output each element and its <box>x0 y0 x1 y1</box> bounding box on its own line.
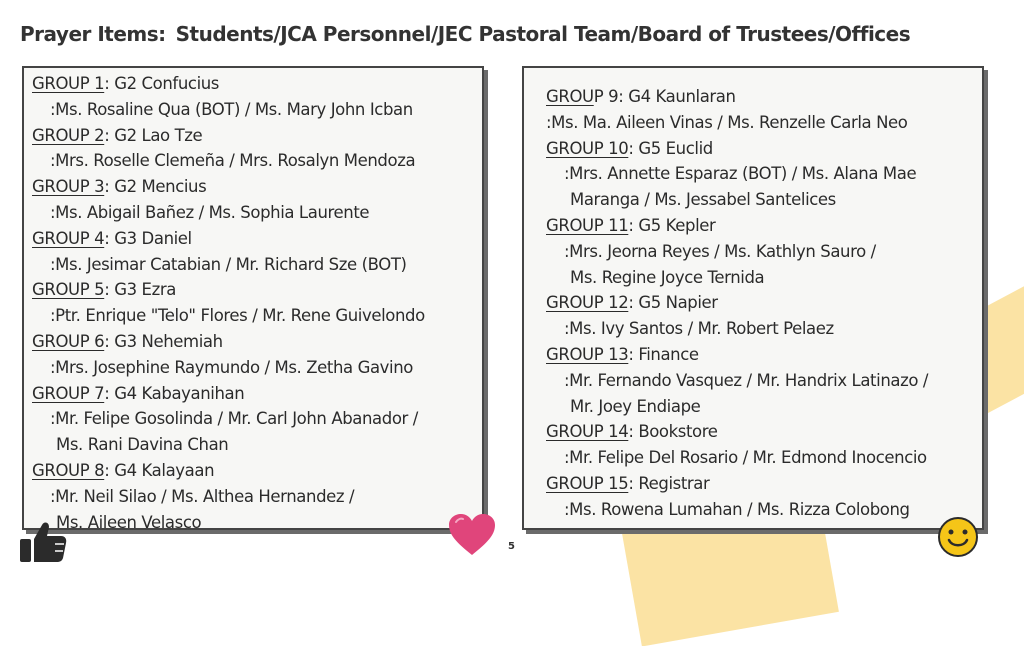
group-name: : Finance <box>628 344 699 364</box>
group-heading <box>32 381 482 407</box>
group-members: :Mr. Felipe Gosolinda / Mr. Carl John Abanador / <box>50 409 418 429</box>
group-members-continued: Ms. Aileen Velasco <box>56 512 202 530</box>
group-heading <box>32 458 482 484</box>
group-members: :Mr. Neil Silao / Ms. Althea Hernandez / <box>50 486 355 506</box>
group-heading <box>546 213 982 239</box>
group-members: :Mr. Felipe Del Rosario / Mr. Edmond Inocencio <box>564 448 927 468</box>
group-label: GROUP 14 <box>546 422 629 442</box>
group-name: : G2 Lao Tze <box>104 125 203 145</box>
group-name: : G5 Euclid <box>628 138 713 158</box>
page-number: 5 <box>508 541 515 552</box>
group-label: GROUP 12 <box>546 293 629 313</box>
group-label: GROUP 5 <box>32 280 105 300</box>
group-list-left <box>22 66 484 530</box>
group-name: : G3 Nehemiah <box>104 331 223 351</box>
group-name: : G5 Kepler <box>628 215 716 235</box>
group-label-rest: P 9 <box>593 87 619 106</box>
title-subtitle: Students/JCA Personnel/JEC Pastoral Team/Board of Trustees/Offices <box>175 22 911 46</box>
group-heading <box>546 471 982 497</box>
group-label: GROUP 10 <box>546 138 629 158</box>
group-name: : Bookstore <box>628 422 718 442</box>
group-members: :Mrs. Josephine Raymundo / Ms. Zetha Gavino <box>50 357 413 377</box>
group-name: : G5 Napier <box>628 293 718 313</box>
group-members-continued: Ms. Regine Joyce Ternida <box>570 267 765 287</box>
group-label: GROUP 2 <box>32 125 105 145</box>
group-heading <box>32 226 482 252</box>
group-label: GROUP 7 <box>32 383 105 403</box>
group-members: :Ms. Rowena Lumahan / Ms. Rizza Colobong <box>564 499 910 519</box>
group-label: GROUP 4 <box>32 228 105 248</box>
group-heading <box>546 342 982 368</box>
group-name: : G2 Confucius <box>104 74 220 93</box>
group-members: :Mr. Fernando Vasquez / Mr. Handrix Latinazo / <box>564 370 929 390</box>
group-heading <box>32 277 482 303</box>
group-members: :Mrs. Roselle Clemeña / Mrs. Rosalyn Mendoza <box>50 151 416 171</box>
group-heading <box>546 419 982 445</box>
group-label: GROUP 8 <box>32 460 105 480</box>
group-name: : G4 Kalayaan <box>104 460 215 480</box>
group-members: :Ms. Ivy Santos / Mr. Robert Pelaez <box>564 319 834 339</box>
group-members-continued: Mr. Joey Endiape <box>570 396 701 416</box>
page-title <box>20 22 910 46</box>
group-label: GROUP 3 <box>32 177 105 197</box>
group-label-underlined: GROU <box>546 87 594 106</box>
thumbs-up-icon <box>18 519 68 565</box>
group-members-continued: Ms. Rani Davina Chan <box>56 435 229 455</box>
group-heading <box>546 136 982 162</box>
group-label: GROUP 1 <box>32 74 105 93</box>
group-members: :Ms. Jesimar Catabian / Mr. Richard Sze (BOT) <box>50 254 407 274</box>
group-name: : G2 Mencius <box>104 177 207 197</box>
group-heading <box>32 71 482 97</box>
group-heading <box>546 84 982 110</box>
group-label: GROUP 11 <box>546 215 629 235</box>
group-name: : G3 Ezra <box>104 280 176 300</box>
group-heading <box>546 290 982 316</box>
group-heading <box>32 123 482 149</box>
group-members: :Ms. Abigail Bañez / Ms. Sophia Laurente <box>50 202 370 222</box>
group-label: GROUP 6 <box>32 331 105 351</box>
group-heading <box>32 174 482 200</box>
group-label: GROUP 15 <box>546 473 629 493</box>
group-members: :Ms. Rosaline Qua (BOT) / Ms. Mary John Icban <box>50 99 413 119</box>
heart-icon <box>447 512 497 558</box>
group-heading <box>32 329 482 355</box>
group-members: :Ptr. Enrique "Telo" Flores / Mr. Rene Guivelondo <box>50 306 425 326</box>
group-name: : Registrar <box>628 473 710 493</box>
group-members: :Ms. Ma. Aileen Vinas / Ms. Renzelle Carla Neo <box>546 112 908 132</box>
group-name: : G3 Daniel <box>104 228 192 248</box>
group-name: : G4 Kaunlaran <box>618 87 736 106</box>
group-list-right <box>522 66 984 530</box>
smiley-face-icon <box>937 516 979 558</box>
group-members: :Mrs. Jeorna Reyes / Ms. Kathlyn Sauro / <box>564 241 876 261</box>
group-name: : G4 Kabayanihan <box>104 383 245 403</box>
title-main: Prayer Items: <box>20 22 166 46</box>
group-label: GROUP 13 <box>546 344 629 364</box>
group-members-continued: Maranga / Ms. Jessabel Santelices <box>570 190 836 210</box>
group-members: :Mrs. Annette Esparaz (BOT) / Ms. Alana Mae <box>564 164 917 184</box>
